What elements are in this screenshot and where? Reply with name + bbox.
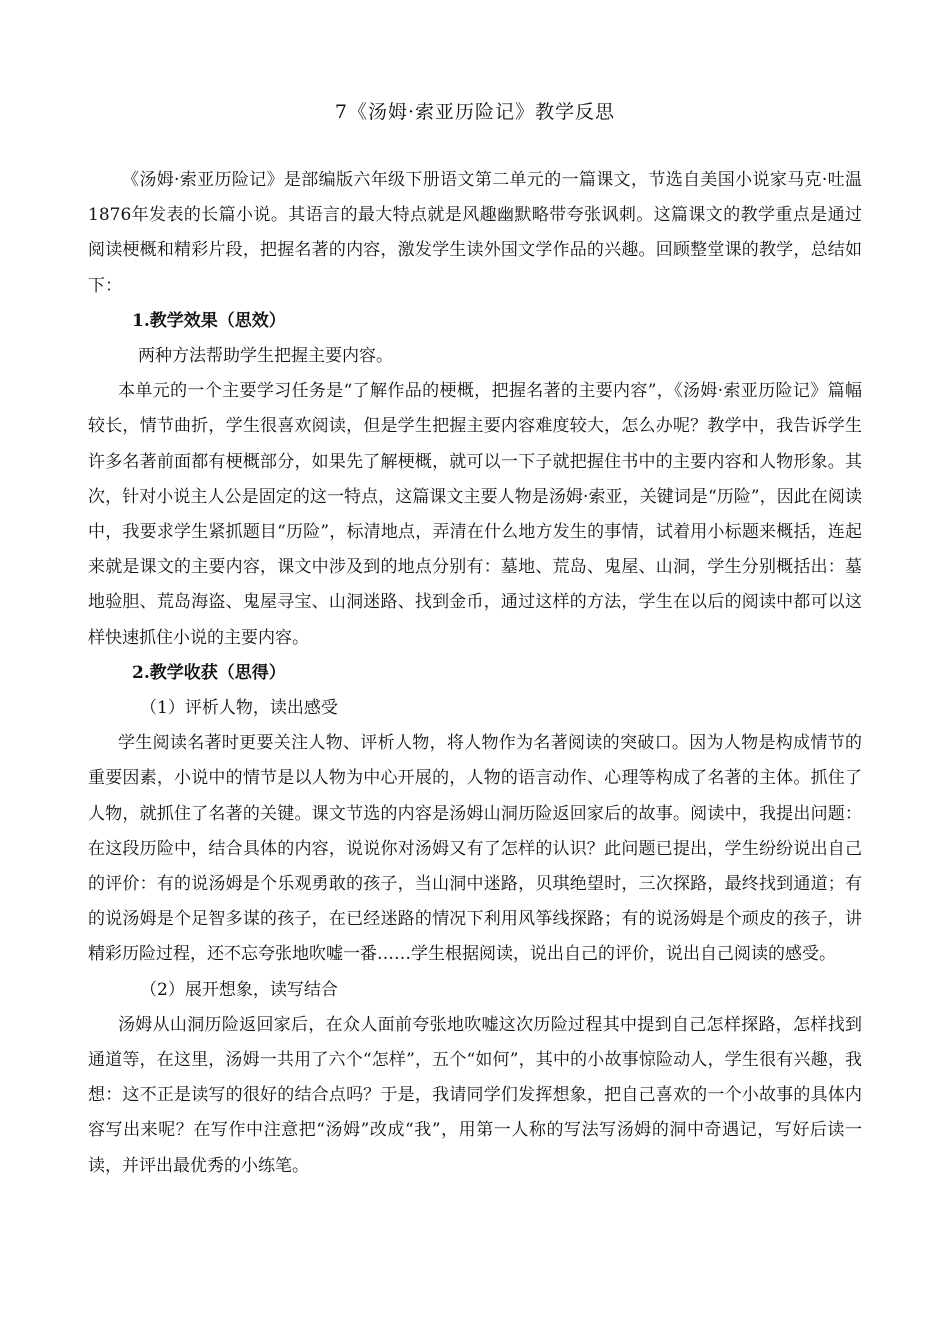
section-1-paragraph: 本单元的一个主要学习任务是“了解作品的梗概，把握名著的主要内容”，《汤姆·索亚历险记》篇幅较长，情节曲折，学生很喜欢阅读，但是学生把握主要内容难度较大，怎么办呢？教学中，我告诉学生许多名著前面都有梗概部分，如果先了解梗概，就可以一下子就把握住书中的主要内容和人物形象。其次，针对小说主人公是固定的这一特点，这篇课文主要人物是汤姆·索亚，关键词是“历险”，因此在阅读中，我要求学生紧抓题目“历险”，标清地点，弄清在什么地方发生的事情，试着用小标题来概括，连起来就是课文的主要内容，课文中涉及到的地点分别有：墓地、荒岛、鬼屋、山洞，学生分别概括出：墓地验胆、荒岛海盗、鬼屋寻宝、山洞迷路、找到金币，通过这样的方法，学生在以后的阅读中都可以这样快速抓住小说的主要内容。: [88, 381, 862, 648]
section-2-sub-1-heading: （1）评析人物，读出感受: [140, 698, 338, 719]
document-title: 7《汤姆·索亚历险记》教学反思: [334, 101, 616, 123]
section-2-sub-2-heading: （2）展开想象，读写结合: [140, 979, 338, 1000]
section-2-sub-1-paragraph: 学生阅读名著时更要关注人物、评析人物，将人物作为名著阅读的突破口。因为人物是构成情节的重要因素，小说中的情节是以人物为中心开展的，人物的语言动作、心理等构成了名著的主体。抓住了人物，就抓住了名著的关键。课文节选的内容是汤姆山洞历险返回家后的故事。阅读中，我提出问题：在这段历险中，结合具体的内容，说说你对汤姆又有了怎样的认识？此问题已提出，学生纷纷说出自己的评价：有的说汤姆是个乐观勇敢的孩子，当山洞中迷路，贝琪绝望时，三次探路，最终找到通道；有的说汤姆是个足智多谋的孩子，在已经迷路的情况下利用风筝线探路；有的说汤姆是个顽皮的孩子，讲精彩历险过程，还不忘夸张地吹嘘一番……学生根据阅读，说出自己的评价，说出自己阅读的感受。: [88, 733, 862, 965]
intro-paragraph: 《汤姆·索亚历险记》是部编版六年级下册语文第二单元的一篇课文，节选自美国小说家马克·吐温1876年发表的长篇小说。其语言的最大特点就是风趣幽默略带夸张讽刺。这篇课文的教学重点是通过阅读梗概和精彩片段，把握名著的内容，激发学生读外国文学作品的兴趣。回顾整堂课的教学，总结如下：: [88, 170, 862, 296]
section-2-heading: 2.教学收获（思得）: [132, 662, 286, 683]
section-2-sub-2-paragraph: 汤姆从山洞历险返回家后，在众人面前夸张地吹嘘这次历险过程其中提到自己怎样探路，怎样找到通道等，在这里，汤姆一共用了六个“怎样”，五个“如何”，其中的小故事惊险动人，学生很有兴趣，我想：这不正是读写的很好的结合点吗？于是，我请同学们发挥想象，把自己喜欢的一个小故事的具体内容写出来呢？在写作中注意把“汤姆”改成“我”，用第一人称的写法写汤姆的洞中奇遇记，写好后读一读，并评出最优秀的小练笔。: [88, 1014, 862, 1176]
section-1-heading: 1.教学效果（思效）: [132, 310, 286, 331]
section-1-lead: 两种方法帮助学生把握主要内容。: [138, 346, 393, 367]
document-body: [88, 163, 862, 1184]
